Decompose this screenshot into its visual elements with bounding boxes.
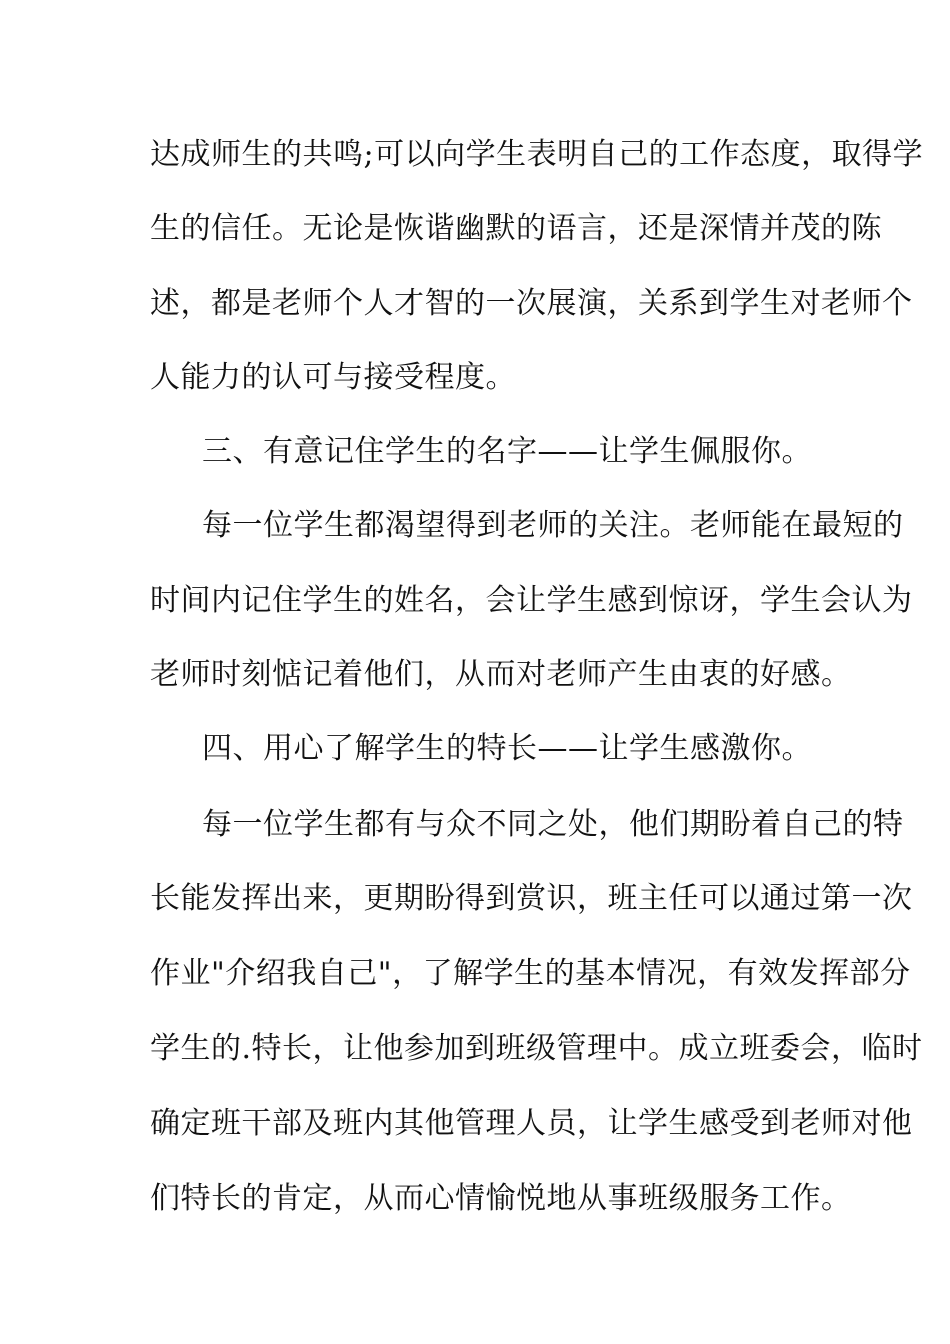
paragraph-line: 们特长的肯定，从而心情愉悦地从事班级服务工作。 [150,1181,852,1216]
section-heading: 四、用心了解学生的特长——让学生感激你。 [202,731,812,766]
paragraph-line: 述，都是老师个人才智的一次展演，关系到学生对老师个 [150,286,913,321]
paragraph-line: 达成师生的共鸣;可以向学生表明自己的工作态度，取得学 [150,137,924,172]
paragraph-line: 长能发挥出来，更期盼得到赏识，班主任可以通过第一次 [150,881,913,916]
section-heading: 三、有意记住学生的名字——让学生佩服你。 [202,434,812,469]
paragraph-line: 每一位学生都有与众不同之处，他们期盼着自己的特 [202,807,904,842]
paragraph-line: 人能力的认可与接受程度。 [150,360,516,395]
paragraph-line: 确定班干部及班内其他管理人员，让学生感受到老师对他 [150,1106,913,1141]
paragraph-line: 每一位学生都渴望得到老师的关注。老师能在最短的 [202,508,904,543]
paragraph-line: 老师时刻惦记着他们，从而对老师产生由衷的好感。 [150,657,852,692]
paragraph-line: 学生的.特长，让他参加到班级管理中。成立班委会，临时 [150,1031,923,1066]
paragraph-line: 时间内记住学生的姓名，会让学生感到惊讶，学生会认为 [150,583,913,618]
paragraph-line: 生的信任。无论是恢谐幽默的语言，还是深情并茂的陈 [150,211,882,246]
paragraph-line: 作业"介绍我自己"，了解学生的基本情况，有效发挥部分 [150,956,911,991]
